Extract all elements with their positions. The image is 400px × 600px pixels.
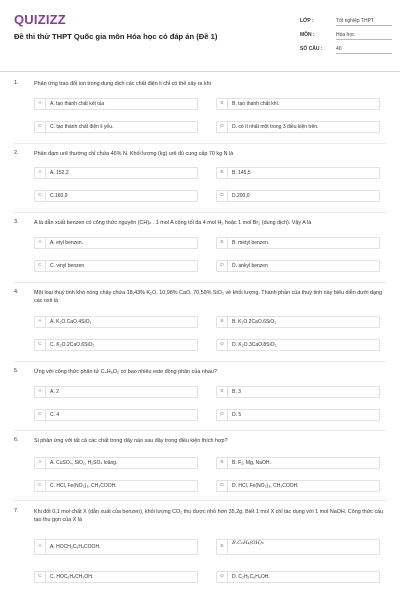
option-text: A. 152,2	[50, 170, 69, 176]
question-text: Phản ứng trao đổi ion trong dung dịch các chất điện li chỉ có thể xảy ra khi	[34, 81, 211, 87]
option-letter: D	[217, 191, 228, 202]
option-d[interactable]	[216, 339, 380, 351]
meta-value: Tốt nghiệp THPT	[336, 16, 392, 26]
option-letter: C	[35, 572, 46, 583]
option-c[interactable]	[34, 260, 198, 272]
option-text: A. HOCH₂C₆H₄COOH.	[50, 544, 101, 550]
option-a[interactable]	[34, 316, 198, 328]
question-text: Ứng với công thức phân tử C₄H₈O₂ có bao nhiêu este đồng phân của nhau?	[34, 369, 217, 375]
option-letter: A	[35, 387, 46, 398]
option-text: D. K₂O.3CaO.8SiO₂	[232, 342, 277, 348]
question-text: Phân đạm urê thường chỉ chứa 46% N. Khối lượng (kg) urê đủ cung cấp 70 kg N là	[34, 151, 234, 157]
option-text: B. K₂O.2CaO.6SiO₂	[232, 319, 277, 325]
option-letter: B	[217, 540, 228, 555]
option-letter: B	[217, 458, 228, 469]
document-header	[0, 0, 400, 72]
option-c[interactable]	[34, 480, 198, 492]
option-letter: B	[217, 238, 228, 249]
option-letter: B	[217, 387, 228, 398]
option-letter: A	[35, 317, 46, 328]
option-letter: A	[35, 458, 46, 469]
meta-label: SỐ CÂU :	[300, 46, 323, 52]
option-letter: B	[217, 317, 228, 328]
option-text: D. 5	[232, 412, 242, 418]
option-d[interactable]	[216, 409, 380, 421]
option-letter: C	[35, 340, 46, 351]
option-d[interactable]	[216, 190, 380, 202]
question-text: Một loại thuỷ tinh khó nóng chảy chứa 18,43% K₂O, 10,98% CaO, 70,59% SiO₂ về khối lượng. Thành phần của thuỷ tinh này biểu diễn dưới dạng các oxit là	[34, 290, 383, 305]
header-divider	[0, 71, 400, 72]
option-b[interactable]	[216, 98, 380, 110]
option-text: A. tạo thành chất kết tủa	[50, 101, 105, 107]
question-number: 3.	[14, 219, 19, 225]
option-text: C. HCl, Fe(NO₃)₃, CH₃COOH.	[50, 483, 117, 489]
option-letter: D	[217, 572, 228, 583]
option-text: C.160,9	[50, 193, 68, 199]
question-number: 4.	[14, 289, 19, 295]
option-text: B. F₂, Mg, NaOH.	[232, 460, 271, 466]
option-text: A. K₂O.CaO.4SiO₂	[50, 319, 92, 325]
question-number: 5.	[14, 368, 19, 374]
meta-row-class	[300, 14, 392, 28]
question-number: 7.	[14, 508, 19, 514]
option-a[interactable]	[34, 167, 198, 179]
option-b[interactable]	[216, 386, 380, 398]
option-a[interactable]	[34, 237, 198, 249]
question-divider	[14, 361, 386, 362]
option-text: D. ankyl benzen	[232, 263, 268, 269]
option-letter: B	[217, 99, 228, 110]
option-text: B. 3	[232, 389, 241, 395]
question-divider	[14, 143, 386, 144]
option-text: B. 145,5	[232, 170, 251, 176]
option-c[interactable]	[34, 339, 198, 351]
option-letter: C	[35, 122, 46, 133]
option-letter: D	[217, 340, 228, 351]
option-text: D. C₂H₅C₆H₄OH.	[232, 574, 270, 580]
option-d[interactable]	[216, 260, 380, 272]
option-a[interactable]	[34, 539, 198, 555]
question-divider	[14, 430, 386, 431]
option-text: C. vinyl benzen.	[50, 263, 86, 269]
option-text: C. HOC₆H₄CH₂OH.	[50, 574, 94, 580]
option-text: D. có ít nhất một trong 3 điều kiện trên.	[232, 124, 319, 130]
question-text: A là dẫn xuất benzen có công thức nguyên (CH)ₙ . 1 mol A cộng tối đa 4 mol H₂ hoặc 1 mol Br₂ (dung dịch). Vậy A là	[34, 220, 312, 226]
option-text: A. CuSO₄, SiO₂, H₂SO₄ loãng.	[50, 460, 118, 466]
option-text: B. tạo thành chất khí.	[232, 101, 280, 107]
option-a[interactable]	[34, 457, 198, 469]
meta-value: 40	[336, 44, 392, 54]
option-b[interactable]	[216, 539, 380, 555]
option-text: C. 4	[50, 412, 60, 418]
option-letter: D	[217, 122, 228, 133]
option-b[interactable]	[216, 316, 380, 328]
option-letter: D	[217, 481, 228, 492]
option-letter: D	[217, 410, 228, 421]
option-a[interactable]	[34, 386, 198, 398]
option-text: A. etyl benzen.	[50, 240, 84, 246]
option-letter: C	[35, 410, 46, 421]
option-c[interactable]	[34, 121, 198, 133]
question-number: 2.	[14, 150, 19, 156]
quizizz-logo[interactable]: QUIZIZZ	[14, 12, 66, 27]
option-c[interactable]	[34, 190, 198, 202]
option-c[interactable]	[34, 409, 198, 421]
option-d[interactable]	[216, 480, 380, 492]
question-number: 1.	[14, 80, 19, 86]
question-text: Khi đốt 0,1 mol chất X (dẫn xuất của benzen), khối lượng CO₂ thu được nhỏ hơn 35,2g. Biết 1 mol X chỉ tác dụng với 1 mol NaOH. Công thức cấu tạo thu gọn của X là	[34, 509, 384, 524]
question-divider	[14, 282, 386, 283]
option-letter: D	[217, 261, 228, 272]
question-divider	[14, 500, 386, 501]
option-text: B.C₆H₄(OH)₂	[232, 540, 264, 546]
question-number: 6.	[14, 437, 19, 443]
option-letter: C	[35, 261, 46, 272]
option-d[interactable]	[216, 571, 380, 583]
option-text: C. tạo thành chất điện li yếu.	[50, 124, 114, 130]
option-a[interactable]	[34, 98, 198, 110]
option-letter: A	[35, 99, 46, 110]
option-c[interactable]	[34, 571, 198, 583]
option-letter: A	[35, 168, 46, 179]
meta-block	[300, 14, 392, 56]
meta-label: LỚP :	[300, 18, 314, 24]
option-text: A. 2	[50, 389, 59, 395]
option-b[interactable]	[216, 457, 380, 469]
option-b[interactable]	[216, 237, 380, 249]
option-b[interactable]	[216, 167, 380, 179]
meta-row-count	[300, 42, 392, 56]
question-divider	[14, 212, 386, 213]
option-letter: C	[35, 191, 46, 202]
meta-row-subject	[300, 28, 392, 42]
option-letter: B	[217, 168, 228, 179]
question-text: Si phản ứng với tất cả các chất trong dãy nào sau đây trong điều kiện thích hợp?	[34, 438, 228, 444]
option-letter: C	[35, 481, 46, 492]
option-text: D. HCl, Fe(NO₃)₃, CH₃COOH.	[232, 483, 299, 489]
option-d[interactable]	[216, 121, 380, 133]
option-text: B. metyl benzen.	[232, 240, 270, 246]
meta-label: MÔN :	[300, 32, 315, 38]
document-title: Đề thi thử THPT Quốc gia môn Hóa học có đáp án (Đề 1)	[14, 32, 218, 41]
option-letter: A	[35, 238, 46, 249]
option-letter: A	[35, 540, 46, 555]
meta-value: Hóa học	[336, 30, 392, 40]
option-text: D.200,0	[232, 193, 250, 199]
option-text: C. K₂O.2CaO.6SiO₂	[50, 342, 95, 348]
